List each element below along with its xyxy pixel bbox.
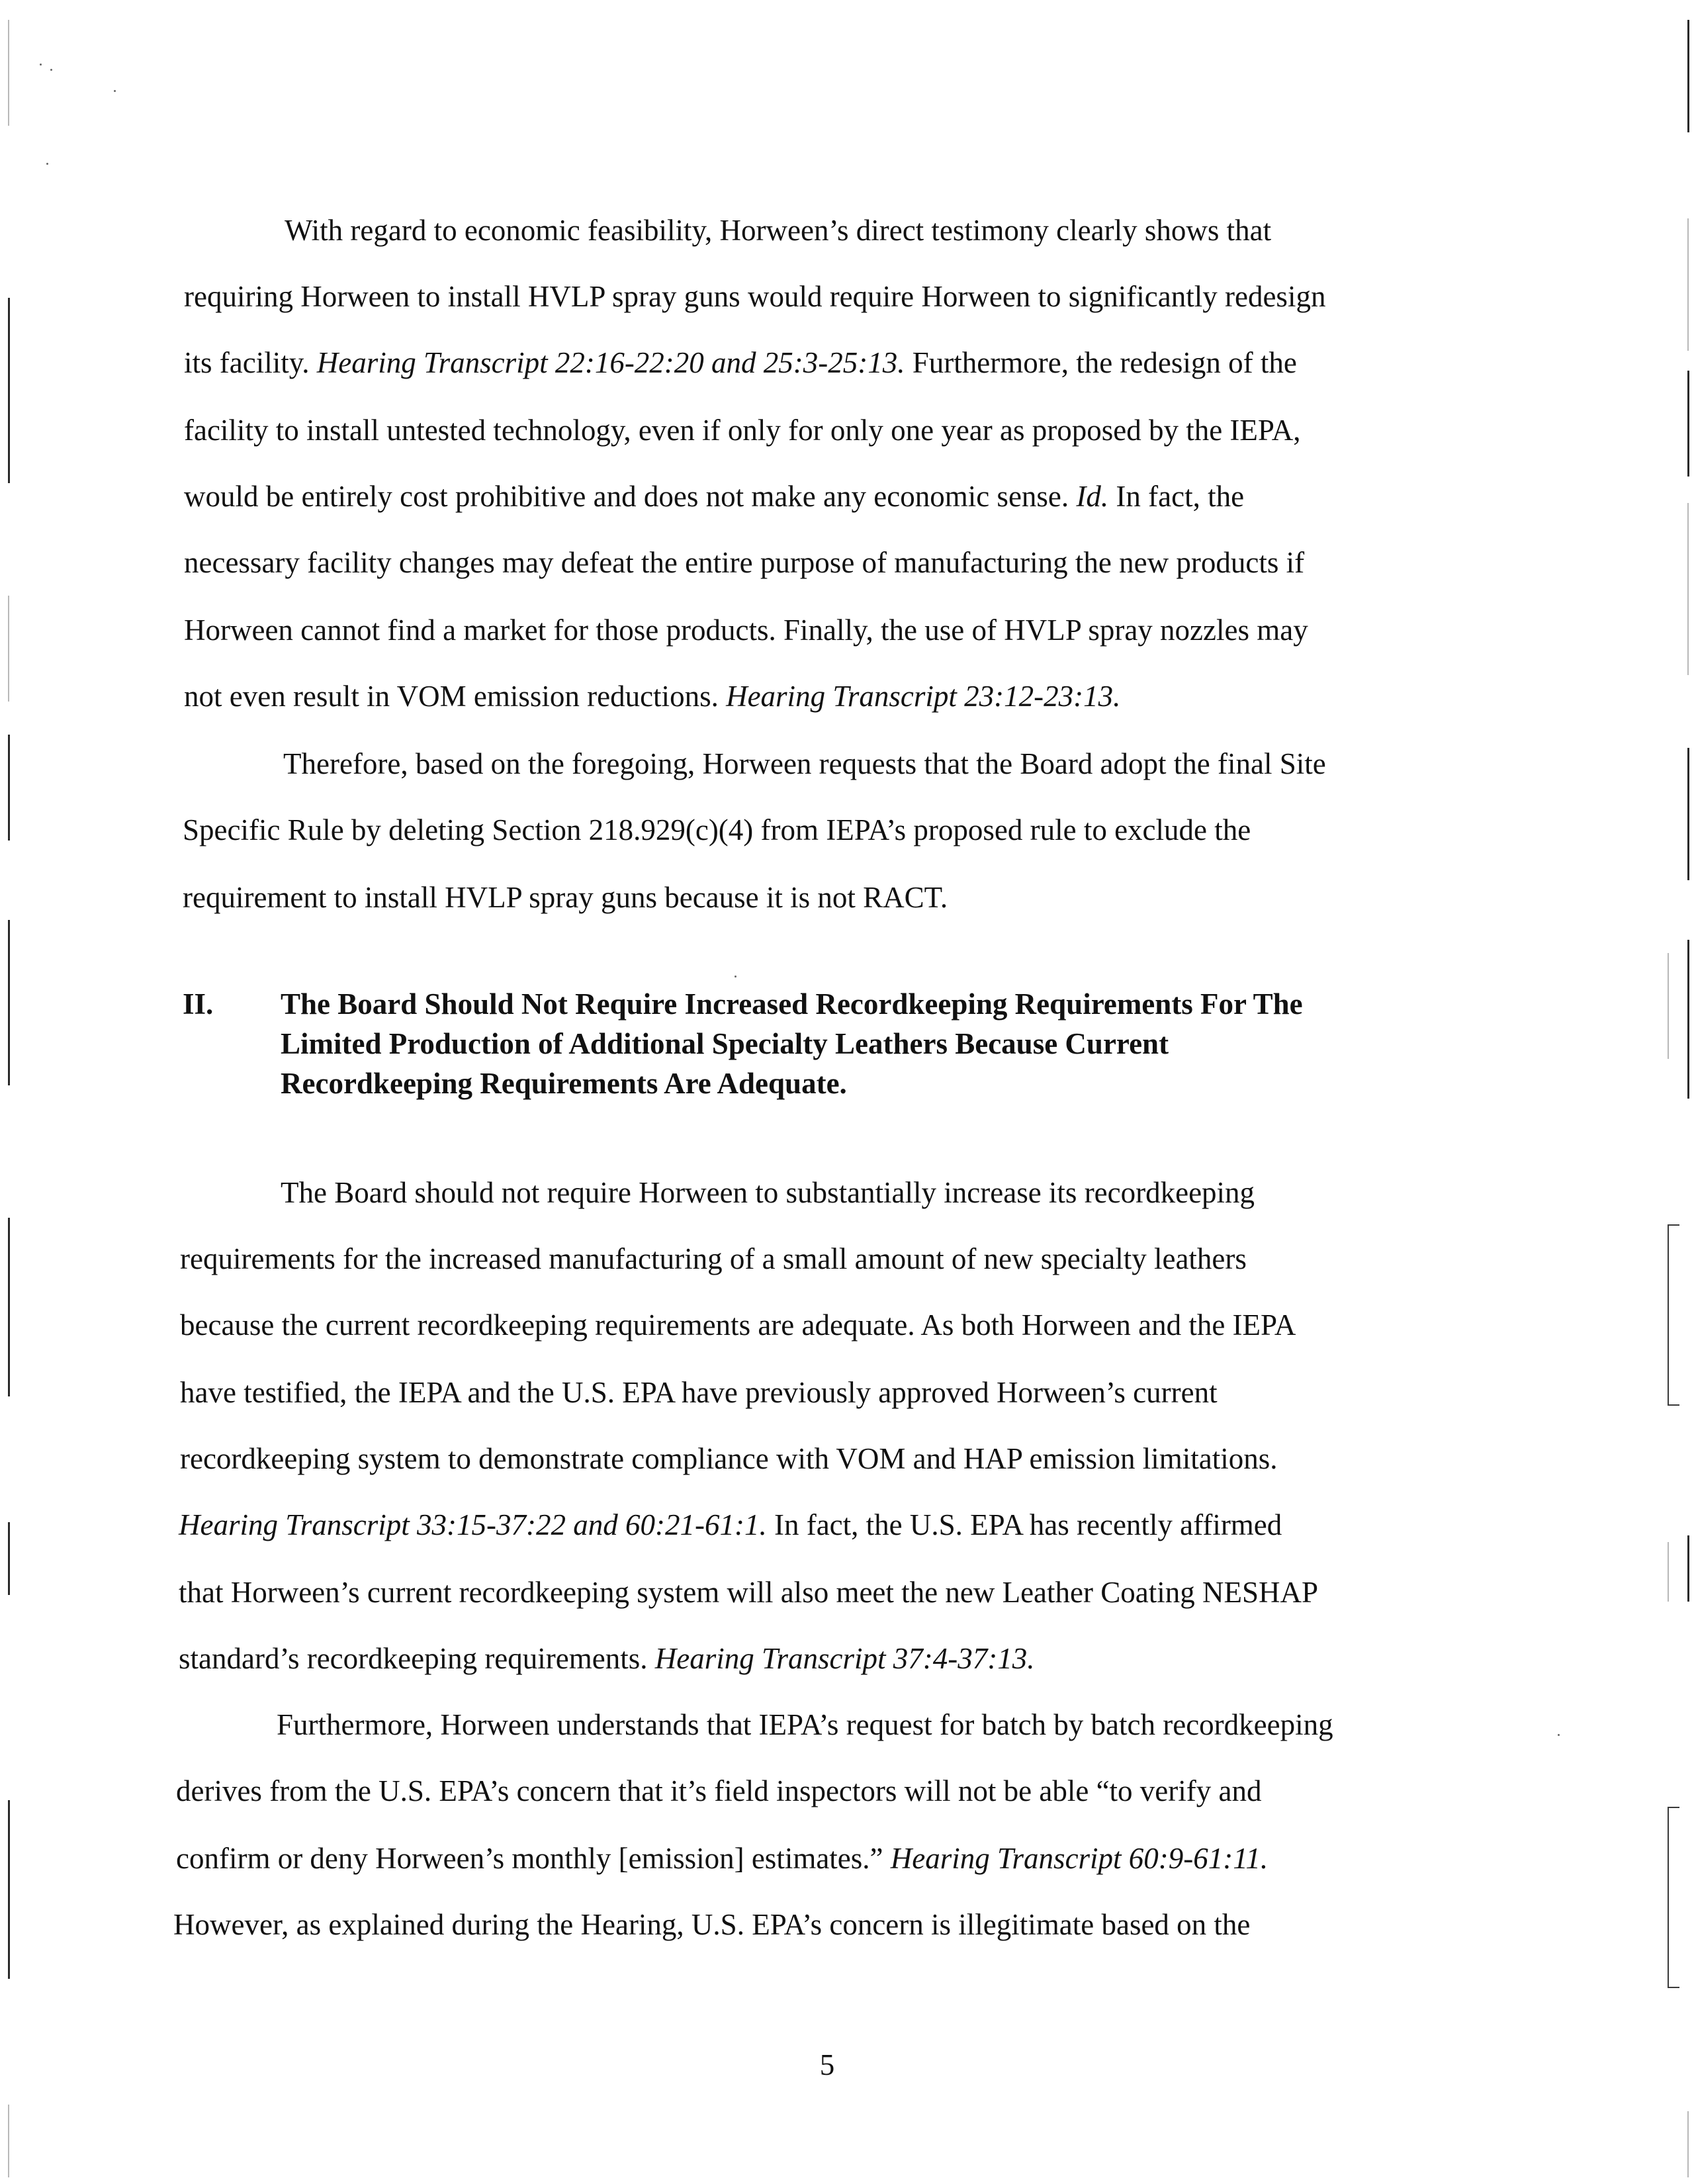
scan-margin-mark: [1687, 940, 1689, 1099]
citation: Id.: [1076, 480, 1109, 513]
paragraph-1-line-5: would be entirely cost prohibitive and does not make any economic sense. Id. In fact, the: [184, 480, 1245, 513]
citation: Hearing Transcript 23:12-23:13.: [726, 680, 1121, 713]
paragraph-3-line-2: requirements for the increased manufacturing of a small amount of new specialty leathers: [180, 1242, 1247, 1275]
paragraph-1-line-3: its facility. Hearing Transcript 22:16-22:20 and 25:3-25:13. Furthermore, the redesign of the: [184, 346, 1297, 379]
scan-bracket-mark: [1668, 1224, 1679, 1406]
paragraph-3-line-5: recordkeeping system to demonstrate compliance with VOM and HAP emission limitations.: [180, 1442, 1278, 1475]
scan-margin-mark: [8, 2105, 9, 2177]
paragraph-4-line-2: derives from the U.S. EPA’s concern that it’s field inspectors will not be able “to verify and: [176, 1774, 1262, 1807]
scan-speck: [40, 64, 42, 66]
paragraph-4-line-4: However, as explained during the Hearing, U.S. EPA’s concern is illegitimate based on the: [173, 1908, 1251, 1941]
scan-margin-mark: [8, 1522, 10, 1595]
scan-margin-mark: [1668, 953, 1669, 1059]
paragraph-3-line-8: standard’s recordkeeping requirements. Hearing Transcript 37:4-37:13.: [179, 1642, 1035, 1675]
paragraph-1-line-2: requiring Horween to install HVLP spray guns would require Horween to significantly redesign: [184, 280, 1326, 313]
scan-margin-mark: [8, 735, 10, 841]
scan-margin-mark: [8, 20, 9, 126]
paragraph-3-line-7: that Horween’s current recordkeeping system will also meet the new Leather Coating NESHAP: [179, 1576, 1319, 1609]
scan-margin-mark: [1687, 218, 1689, 351]
scan-speck: [46, 163, 48, 165]
citation: Hearing Transcript 33:15-37:22 and 60:21-61:1.: [179, 1508, 767, 1541]
section-heading-line-3: Recordkeeping Requirements Are Adequate.: [281, 1067, 847, 1100]
paragraph-2-line-3: requirement to install HVLP spray guns because it is not RACT.: [183, 881, 948, 914]
scan-margin-mark: [1687, 748, 1689, 880]
citation: Hearing Transcript 37:4-37:13.: [654, 1642, 1035, 1675]
paragraph-3-line-3: because the current recordkeeping requirements are adequate. As both Horween and the IEPA: [180, 1308, 1296, 1342]
paragraph-1-line-6: necessary facility changes may defeat the entire purpose of manufacturing the new products if: [184, 546, 1305, 579]
paragraph-2-line-2: Specific Rule by deleting Section 218.929(c)(4) from IEPA’s proposed rule to exclude the: [183, 813, 1251, 846]
scan-margin-mark: [8, 596, 9, 702]
paragraph-4-line-3: confirm or deny Horween’s monthly [emission] estimates.” Hearing Transcript 60:9-61:11.: [176, 1842, 1269, 1875]
paragraph-1-line-8: not even result in VOM emission reductions. Hearing Transcript 23:12-23:13.: [184, 680, 1121, 713]
scan-margin-mark: [8, 1800, 10, 1979]
scan-bracket-mark: [1668, 1807, 1679, 1988]
scan-margin-mark: [1687, 2111, 1689, 2177]
scan-margin-mark: [1687, 503, 1689, 675]
section-number: II.: [183, 987, 214, 1021]
paragraph-1-line-4: facility to install untested technology, even if only for only one year as proposed by the IEPA,: [184, 414, 1301, 447]
paragraph-1-line-1: With regard to economic feasibility, Horween’s direct testimony clearly shows that: [285, 214, 1272, 247]
scan-speck: [1558, 1734, 1560, 1736]
paragraph-2-line-1: Therefore, based on the foregoing, Horween requests that the Board adopt the final Site: [283, 747, 1326, 780]
paragraph-4-line-1: Furthermore, Horween understands that IEPA’s request for batch by batch recordkeeping: [277, 1708, 1333, 1741]
scan-speck: [735, 976, 736, 978]
scan-margin-mark: [1687, 20, 1689, 132]
section-heading-line-2: Limited Production of Additional Specialty Leathers Because Current: [281, 1027, 1169, 1060]
scan-speck: [114, 90, 116, 92]
scan-speck: [50, 69, 52, 71]
paragraph-3-line-1: The Board should not require Horween to substantially increase its recordkeeping: [281, 1176, 1255, 1209]
scan-margin-mark: [1668, 1542, 1669, 1602]
scan-margin-mark: [8, 1218, 10, 1396]
section-heading-line-1: The Board Should Not Require Increased Recordkeeping Requirements For The: [281, 987, 1303, 1021]
paragraph-3-line-4: have testified, the IEPA and the U.S. EPA have previously approved Horween’s current: [180, 1376, 1218, 1409]
scan-margin-mark: [8, 298, 10, 483]
scan-margin-mark: [1687, 1535, 1689, 1602]
page-number: 5: [819, 2048, 835, 2081]
citation: Hearing Transcript 22:16-22:20 and 25:3-25:13.: [316, 346, 905, 379]
scan-margin-mark: [8, 920, 10, 1085]
citation: Hearing Transcript 60:9-61:11.: [890, 1842, 1269, 1875]
paragraph-1-line-7: Horween cannot find a market for those products. Finally, the use of HVLP spray nozzles may: [184, 614, 1308, 647]
scan-margin-mark: [1687, 371, 1689, 477]
paragraph-3-line-6: Hearing Transcript 33:15-37:22 and 60:21-61:1. In fact, the U.S. EPA has recently affirmed: [179, 1508, 1282, 1541]
